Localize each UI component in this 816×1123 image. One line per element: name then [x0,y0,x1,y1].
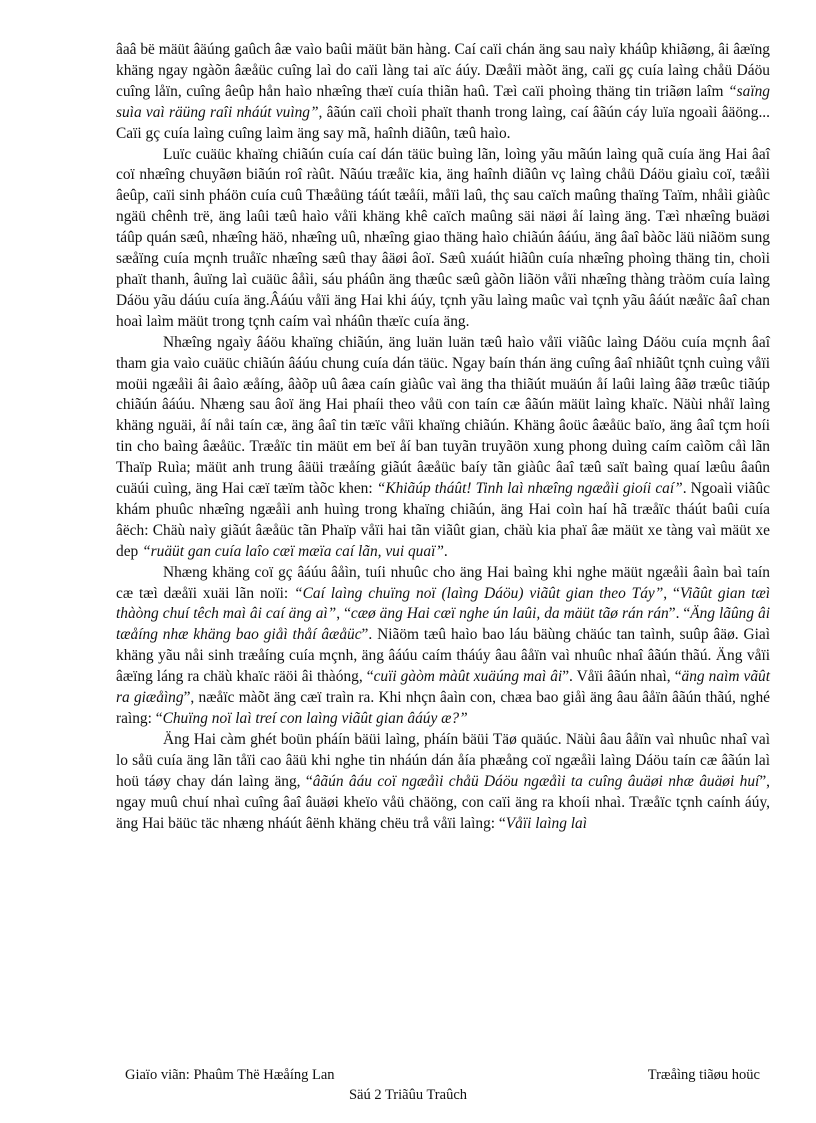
paragraph-text: . Ngoaìi viãûc khám phuûc nhæîng ngæåìi anh huìng trong khaïng chiãún, äng Hai coìn haí hã træåïc tháút baûi cuía âëch: Chäù naìy giãút âæåüc tãn Phaïp våïi hai tãn viãût gian, chäù kia phaï âæ mäüt xe tàng vaì mäüt xe dep [116,480,770,560]
paragraph-text: Nhæng khäng coï gç âáúu âåìn, tuíi nhuûc cho äng Hai baìng khi nghe mäüt ngæåìi âaìn baì taín cæ tæì dæåïi xuäi lãn noïi: [116,563,770,602]
body-text [116,40,770,834]
paragraph-text: , “ [663,584,680,602]
paragraph-text: Äng Hai càm ghét boün pháín bäüi laìng, pháín bäüi Täø quäúc. Näùi âau âåïn vaì nhuûc nhaî vaì lo såü cuía äng lãn tåïi cao âäü khi nghe tin nháún dán åía phæång coï ngæåìi laìng Dáöu taín cæ âãún laì hoü táøy chay dán laìng äng, “ [116,730,770,790]
paragraph-text: ”. Våïi âãún nhaì, “ [562,668,682,686]
paragraph-text: Nhæîng ngaìy âáöu khaïng chiãún, äng luän luän tæû haìo våïi viãûc laìng Dáöu cuía mçnh âaî tham gia vaìo cuäüc chiãún âáúu chung cuía dán täüc. Ngay baín thán äng cuîng âaî nhiãût tçnh cuìng våïi moüi ngæåìi âi âaìo æåíng, âàõp uû âæa caín giàûc vaì äng tha thiãút muäún åí laûi laìng âãø træûc tiãúp chiãún âáúu. Nhæng sau âoï äng Hai phaíi theo våü con taín cæ âãún mäüt laìng khaïc. Näùi nhåï laìng khäng nguäi, åí nåi taín cæ, äng âaî tin tæïc våïi khaïng chiãún. Khäng âoüc âæåüc baïo, äng âaî tçm hoíi tin cho baìng âæåüc. Træåïc tin mäüt em beï åí ban tuyãn truyãön xung phong duìng caím caìõm cåì lãn Thaïp Ruìa; mäüt anh trung âäüi træåíng giãút âæåüc baíy tãn giàûc âaî tæû saït baìng quaí læûu âaûn cuäúi cuìng, äng Hai cæï tæïm tàõc khen: [116,333,770,498]
paragraph [116,145,770,333]
quote-text: “Caí laìng chuïng noï (laìng Dáöu) viãût gian theo Táy” [294,584,664,602]
paragraph-text: ”. Niãöm tæû haìo bao láu bäùng chäúc tan taình, suûp âäø. Giaì khäng yãu nåi sinh træåíng cuía mçnh, äng âáúu caím tháúy âau âåïn vaì nhuûc nhaî âãún thãú. Äng våïi âæïng láng ra chäù khaïc räöi âi thàóng, “ [116,626,770,686]
paragraph-text: ”, ngay muû chuí nhaì cuîng âaî âuäøi kheïo våü chäöng, con caïi äng ra khoíi nhaì. Træåïc tçnh caính áúy, äng Hai bäüc täc nhæng nháút âënh khäng chëu trå våïi laìng: “ [116,772,770,832]
paragraph-text: âaâ bë mäüt âäúng gaûch âæ vaìo baûi mäüt bän hàng. Caí caïi chán äng sau naìy kháûp khiãøng, âi âæïng khäng ngay ngàõn âæåüc cuîng laì do caïi làng tai aïc áúy. Dæåïi màõt äng, caïi gç cuía laìng chåü Dáöu cuîng låïn, cuîng âeûp hån haìo nhæîng thæï cuía thiãn haû. Tæì caïi phoìng thäng tin triãøn laîm [116,41,770,100]
paragraph-text: ”, næåïc màõt äng cæï traìn ra. Khi nhçn âaìn con, chæa bao giåì äng âau âåïn âãún thãú, nghé raìng: “ [116,689,771,727]
quote-text: cæø äng Hai cæï nghe ún laûi, da mäüt tãø rán rán [350,605,669,623]
paragraph-text: Luïc cuäüc khaïng chiãún cuía caí dán täüc buìng lãn, loìng yãu mãún laìng quã cuía äng Hai âaî coï nhæîng chuyãøn biãún roî ràût. Nãúu træåïc kia, äng haînh diãûn vç laìng chåü Dáöu giaìu coï, tæåìi âeûp, caïi sinh pháön cuía cuû Thæåüng táút tæåíi, måïi laû, thç sau caïch maûng thaïng Taïm, nhåìi giàûc ngäü chênh trë, äng laûi tæû haìo våïi khäng khê caïch maûng säi näøi åí laìng äng. Tæì nhæîng buäøi táûp quán sæû, nhæîng häö, nhæîng uû, nhæîng giao thäng haìo chiãún âáúu, äng âaî bàõc läü niãöm sung sæåïng cuía mçnh truåïc nhæîng sæû thay âäøi âoï. Sæû xuáút hiãûn cuía nhæîng phoìng thäng tin, choìi phaït thanh, âuïng laì cuäüc âåìi, sáu pháûn äng thæûc sæû gàõn liãön våïi nhæîng thàng tràöm cuía laìng Dáöu yãu dáúu cuía äng.Âáúu våïi äng Hai khi áúy, tçnh yãu laìng maûc vaì tçnh yãu âáút næåïc âaî chan hoaì laìm mäüt trong tçnh caím vaì nháûn thæïc cuía äng. [116,145,770,330]
quote-text: Äng lãûng âi tæåíng nhæ khäng bao giåì thåí âæåüc [116,605,771,644]
paragraph [116,40,770,145]
footer-location: Säú 2 Triãûu Traûch [348,1087,468,1103]
paragraph [116,730,770,835]
paragraph-text: âãún caïi choìi phaït thanh trong laìng, caí âãún cáy luïa ngoaìi âäöng... Caïi gç cuía laìng cuîng laìm äng say mã, haînh diãûn, tæû haìo. [116,103,770,142]
quote-text: Våïi laìng laì [505,814,587,832]
quote-text: “ruäüt gan cuía laîo cæï mæïa caí lãn, vui quaï” [142,542,444,560]
footer-school: Træåìng tiãøu hoüc [647,1067,760,1083]
quote-text: “saïng suìa vaì räüng raîi nháút vuìng”, [116,82,770,121]
quote-text: “Khiãúp tháût! Tinh laì nhæîng ngæåìi gioíi caí” [376,480,683,498]
paragraph [116,563,770,730]
quote-text: Viãût gian tæì thàòng chuí têch maì âi caí äng aì” [116,584,770,623]
paragraph-text: , “ [336,605,351,623]
paragraph [116,333,770,563]
paragraph-text: . [443,542,448,560]
paragraph-text: ”. “ [668,605,691,623]
quote-text: äng naìm vãût ra giæåìng [116,668,770,707]
quote-text: cuïi gàòm màût xuäúng maì âi [373,668,563,686]
footer-teacher: Giaïo viãn: Phaûm Thë Hæåíng Lan [125,1067,335,1083]
quote-text: âãún âáu coï ngæåìi chåü Dáöu ngæåìi ta cuîng âuäøi nhæ âuäøi huí [312,772,760,790]
quote-text: Chuïng noï laì treí con laìng viãût gian âáúy æ?” [162,710,468,727]
